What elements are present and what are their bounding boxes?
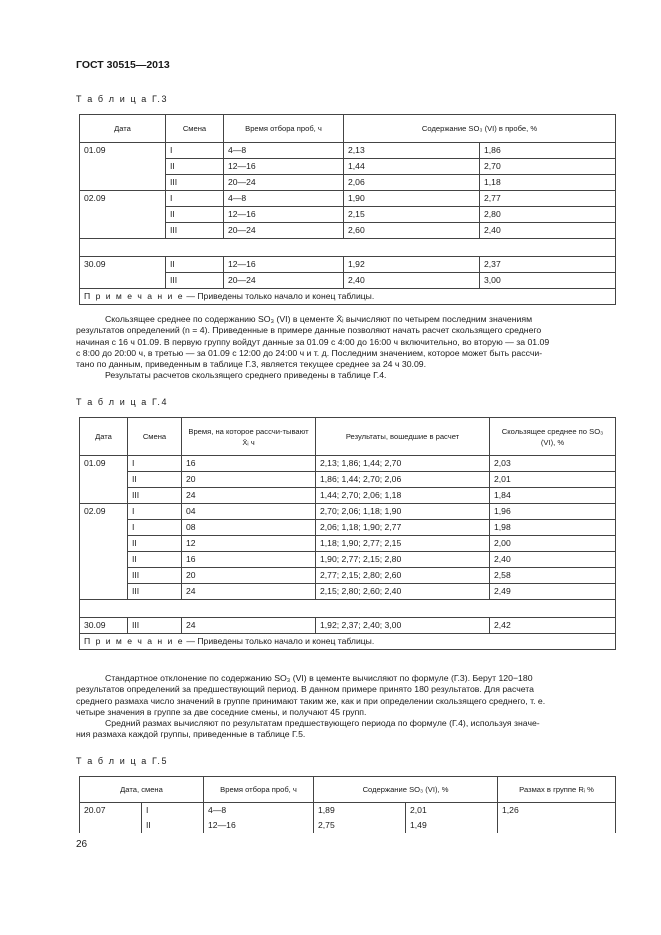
table-cell: 2,03 [490, 456, 616, 472]
table-cell: 1,92 [344, 257, 480, 273]
table-cell-date: 30.09 [80, 618, 128, 634]
table-cell: III [166, 175, 224, 191]
text-line: тано по данным, приведенным в таблице Г.3, является текущее среднее за 24 ч 30.09. [76, 359, 427, 370]
table-cell: 1,96 [490, 504, 616, 520]
text-line: с 8:00 до 20:00 ч, в третью — за 01.09 с 12:00 до 24:00 ч и т. д. Последним значением, которое может быть рассчи- [76, 347, 543, 358]
table-cell: II [166, 257, 224, 273]
table-cell: 2,01 [490, 472, 616, 488]
table-cell: 2,40 [480, 223, 616, 239]
table-cell: I [166, 191, 224, 207]
table-cell: 2,58 [490, 568, 616, 584]
text-line: Скользящее среднее по содержанию SO₃ (VI) в цементе X̄ᵢ вычисляют по четырем последним значениям [105, 314, 533, 324]
table-row [80, 803, 616, 819]
table-cell: 20—24 [224, 223, 344, 239]
table-cell: 12—16 [224, 207, 344, 223]
table-row [80, 584, 616, 600]
table-row [80, 257, 616, 273]
table-row [80, 618, 616, 634]
text-line: результатов определений за предшествующий период. В данном примере принято 180 результатов. Для расчета [76, 684, 535, 695]
table-cell: 1,18; 1,90; 2,77; 2,15 [316, 536, 490, 552]
table-g5-header-date-shift: Дата, смена [80, 777, 204, 803]
note-text: — Приведены только начало и конец таблицы. [184, 291, 375, 301]
table-cell: 16 [182, 456, 316, 472]
table-cell: I [166, 143, 224, 159]
table-cell-date: 02.09 [80, 504, 128, 520]
table-row [80, 504, 616, 520]
table-cell: 1,90 [344, 191, 480, 207]
table-row [80, 488, 616, 504]
table-cell: 1,98 [490, 520, 616, 536]
table-g4-header-shift: Смена [128, 418, 182, 456]
document-header: ГОСТ 30515—2013 [76, 59, 170, 71]
table-gap-row [80, 600, 616, 618]
table-cell: 2,77 [480, 191, 616, 207]
table-cell: 1,44 [344, 159, 480, 175]
table-cell: 24 [182, 584, 316, 600]
table-row [80, 175, 616, 191]
table-cell: 2,60 [344, 223, 480, 239]
table-cell: 24 [182, 618, 316, 634]
table-cell: 1,49 [406, 818, 498, 833]
table-cell: III [128, 568, 182, 584]
table-row [80, 456, 616, 472]
table-cell: 08 [182, 520, 316, 536]
table-cell-date: 01.09 [80, 143, 166, 159]
table-cell: II [166, 207, 224, 223]
table-cell: I [142, 803, 204, 819]
table-cell: 2,13; 1,86; 1,44; 2,70 [316, 456, 490, 472]
table-cell: II [166, 159, 224, 175]
table-cell: I [128, 456, 182, 472]
table-cell: II [128, 536, 182, 552]
table-cell: 2,40 [490, 552, 616, 568]
table-cell: 1,18 [480, 175, 616, 191]
table-g3 [79, 114, 616, 305]
table-note-row [80, 634, 616, 650]
paragraph-moving-average [76, 314, 616, 382]
note-label: П р и м е ч а н и е [84, 291, 185, 301]
table-cell: 1,86; 1,44; 2,70; 2,06 [316, 472, 490, 488]
table-cell: III [128, 488, 182, 504]
table-cell-date: 20.07 [80, 803, 142, 819]
table-cell: 4—8 [224, 143, 344, 159]
table-g4-header-average: Скользящее среднее по SO₃ (VI), % [490, 418, 616, 456]
table-row [80, 159, 616, 175]
table-cell: 2,06; 1,18; 1,90; 2,77 [316, 520, 490, 536]
table-cell: 2,42 [490, 618, 616, 634]
text-line: Стандартное отклонение по содержанию SO₃ (VI) в цементе вычисляют по формуле (Г.3). Берут 120−180 [105, 673, 533, 683]
table-cell: 1,84 [490, 488, 616, 504]
table-cell: 2,70 [480, 159, 616, 175]
table-g5-caption: Т а б л и ц а Г.5 [76, 756, 169, 766]
table-g5-header-range: Размах в группе Rᵢ % [498, 777, 616, 803]
table-cell: 2,00 [490, 536, 616, 552]
table-cell: 2,15 [344, 207, 480, 223]
table-cell: 20 [182, 568, 316, 584]
table-cell: II [142, 818, 204, 833]
paragraph-standard-deviation [76, 673, 616, 741]
table-cell: 12 [182, 536, 316, 552]
table-cell: 04 [182, 504, 316, 520]
table-cell-date: 01.09 [80, 456, 128, 472]
table-cell: 1,26 [498, 803, 616, 819]
table-cell: 1,92; 2,37; 2,40; 3,00 [316, 618, 490, 634]
table-row [80, 273, 616, 289]
table-cell: 2,80 [480, 207, 616, 223]
table-cell: 1,89 [314, 803, 406, 819]
table-g3-header-date: Дата [80, 115, 166, 143]
table-g5 [79, 776, 616, 833]
text-line: Средний размах вычисляют по результатам предшествующего периода по формуле (Г.4), используя значе- [105, 718, 540, 729]
table-gap-row [80, 239, 616, 257]
table-cell: III [128, 584, 182, 600]
table-cell: 2,01 [406, 803, 498, 819]
text-line: начиная с 16 ч 01.09. В первую группу войдут данные за 01.09 с 4:00 до 16:00 ч включительно, во вторую — за 01.09 [76, 336, 550, 347]
table-cell: 4—8 [224, 191, 344, 207]
table-row [80, 568, 616, 584]
table-row [80, 536, 616, 552]
table-cell: 2,15; 2,80; 2,60; 2,40 [316, 584, 490, 600]
table-g4-caption: Т а б л и ц а Г.4 [76, 397, 169, 407]
table-row [80, 207, 616, 223]
table-cell: II [128, 552, 182, 568]
table-cell: I [128, 504, 182, 520]
table-row [80, 520, 616, 536]
table-cell: 3,00 [480, 273, 616, 289]
table-cell: 1,86 [480, 143, 616, 159]
table-cell: 2,75 [314, 818, 406, 833]
table-cell: 2,70; 2,06; 1,18; 1,90 [316, 504, 490, 520]
table-row [80, 818, 616, 833]
table-g3-header-time: Время отбора проб, ч [224, 115, 344, 143]
table-cell: 12—16 [224, 257, 344, 273]
note-text: — Приведены только начало и конец таблицы. [184, 636, 375, 646]
table-cell: II [128, 472, 182, 488]
table-cell: 2,49 [490, 584, 616, 600]
table-g4-header-time: Время, на которое рассчи-тывают X̄ᵢ ч [182, 418, 316, 456]
table-row [80, 472, 616, 488]
table-cell [80, 818, 142, 833]
table-note-row [80, 289, 616, 305]
text-line: Результаты расчетов скользящего среднего приведены в таблице Г.4. [105, 370, 387, 381]
table-cell: I [128, 520, 182, 536]
table-g5-header-time: Время отбора проб, ч [204, 777, 314, 803]
table-cell: 2,77; 2,15; 2,80; 2,60 [316, 568, 490, 584]
table-row [80, 223, 616, 239]
table-cell: III [166, 273, 224, 289]
table-g4 [79, 417, 616, 650]
table-cell: 24 [182, 488, 316, 504]
table-g3-header-shift: Смена [166, 115, 224, 143]
table-row [80, 191, 616, 207]
table-cell: 20 [182, 472, 316, 488]
table-cell: 2,06 [344, 175, 480, 191]
table-g5-header-content: Содержание SO₃ (VI), % [314, 777, 498, 803]
table-cell: III [166, 223, 224, 239]
text-line: четыре значения в группе за две соседние смены, и получают 45 групп. [76, 706, 367, 717]
table-row [80, 143, 616, 159]
table-cell: 1,90; 2,77; 2,15; 2,80 [316, 552, 490, 568]
table-cell [498, 818, 616, 833]
table-g3-header-content: Содержание SO₃ (VI) в пробе, % [344, 115, 616, 143]
table-cell: 16 [182, 552, 316, 568]
table-cell: 12—16 [224, 159, 344, 175]
table-row [80, 552, 616, 568]
table-cell: 4—8 [204, 803, 314, 819]
table-cell: 2,37 [480, 257, 616, 273]
note-label: П р и м е ч а н и е [84, 636, 185, 646]
table-cell-date: 02.09 [80, 191, 166, 207]
table-cell-date: 30.09 [80, 257, 166, 273]
table-cell: 1,44; 2,70; 2,06; 1,18 [316, 488, 490, 504]
table-cell: 20—24 [224, 273, 344, 289]
table-g4-header-results: Результаты, вошедшие в расчет [316, 418, 490, 456]
table-cell: 2,13 [344, 143, 480, 159]
table-g3-caption: Т а б л и ц а Г.3 [76, 94, 169, 104]
table-g4-header-date: Дата [80, 418, 128, 456]
page-number: 26 [76, 839, 88, 850]
table-cell: 12—16 [204, 818, 314, 833]
text-line: ния размаха каждой группы, приведенные в таблице Г.5. [76, 729, 306, 740]
table-cell: 2,40 [344, 273, 480, 289]
table-cell: 20—24 [224, 175, 344, 191]
text-line: среднего размаха число значений в группе принимают таким же, как и при определении скользящего среднего, т. е. [76, 695, 546, 706]
text-line: результатов определений (n = 4). Приведенные в примере данные позволяют начать расчет скользящего среднего [76, 325, 542, 336]
table-cell: III [128, 618, 182, 634]
